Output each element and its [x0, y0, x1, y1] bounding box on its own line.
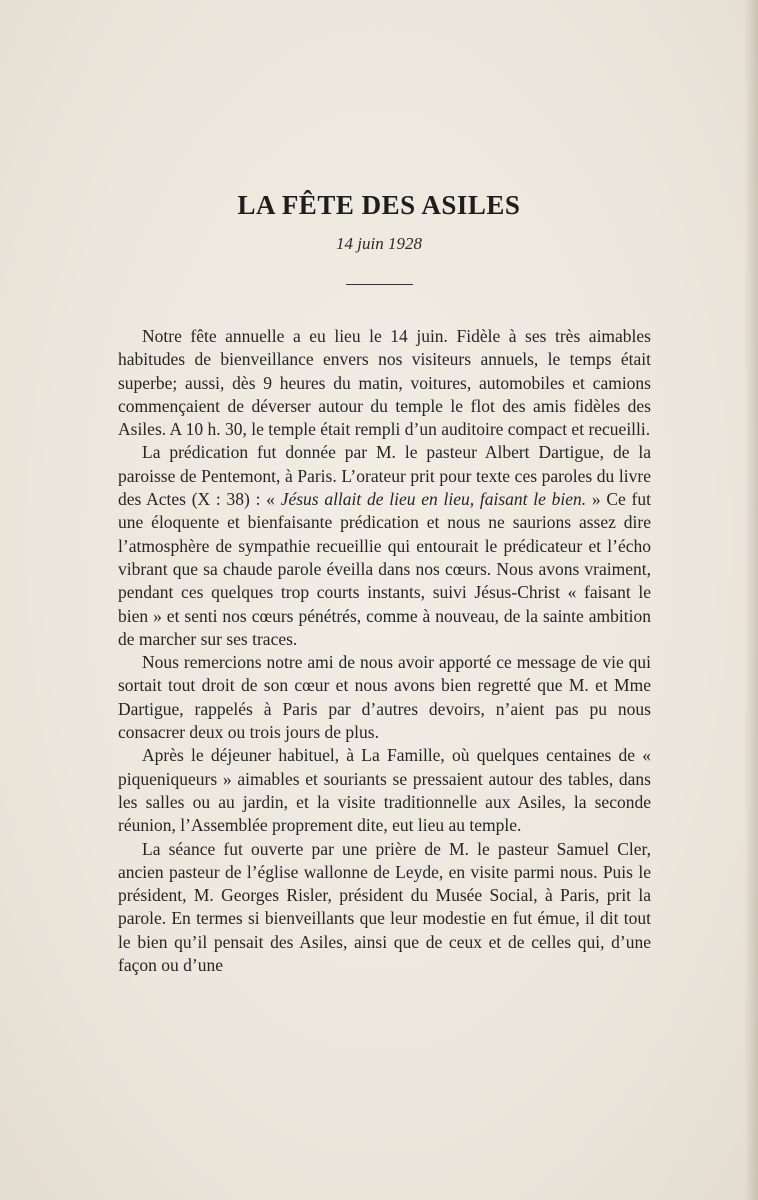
paragraph-text: La prédication fut donnée par M. le pasteur Albert Dartigue, de la paroisse de Pentemont, à Paris. L’orateur prit pour texte ces paroles du livre des Actes (X : 38) : « — [118, 442, 651, 510]
paragraph-text: Notre fête annuelle a eu lieu le 14 juin. Fidèle à ses très aimables habitudes de bienveillance envers nos visiteurs annuels, le temps était superbe; aussi, dès 9 heures du matin, voitures, automobiles et camions commençaient de déverser autour du temple le flot des amis fidèles des Asiles. A 10 h. 30, le temple était rempli d’un auditoire compact et recueilli. — [118, 326, 651, 440]
page-edge-shadow — [744, 0, 758, 1200]
paragraph-text: La séance fut ouverte par une prière de M. le pasteur Samuel Cler, ancien pasteur de l’église wallonne de Leyde, en visite parmi nous. Puis le président, M. Georges Risler, président du Musée Social, à Paris, prit la parole. En termes si bienveillants que leur modestie en fut émue, il dit tout le bien qu’il pensait des Asiles, ainsi que de ceux et de celles qui, d’une façon ou d’une — [118, 838, 651, 976]
paragraph — [118, 838, 651, 978]
paragraph — [118, 325, 651, 441]
paragraph — [118, 441, 651, 651]
paragraph-text: Nous remercions notre ami de nous avoir apporté ce message de vie qui sortait tout droit de son cœur et nous avons bien regretté que M. et Mme Dartigue, rappelés à Paris par d’autres devoirs, n’aient pas pu nous consacrer deux ou trois jours de plus. — [118, 652, 651, 743]
page-title: LA FÊTE DES ASILES — [237, 190, 521, 220]
page-date: 14 juin 1928 — [336, 234, 422, 253]
paragraph-text: » Ce fut une éloquente et bienfaisante prédication et nous ne saurions assez dire l’atmosphère de sympathie recueillie qui entourait le prédicateur et l’écho vibrant que sa chaude parole éveilla dans nos cœurs. Nous avons vraiment, pendant ces quelques trop courts instants, suivi Jésus-Christ « faisant le bien » et senti nos cœurs pénétrés, comme à nouveau, de la sainte ambition de marcher sur ses traces. — [118, 489, 651, 649]
body-text — [118, 325, 651, 977]
quoted-scripture: Jésus allait de lieu en lieu, faisant le bien. — [280, 489, 587, 510]
paragraph — [118, 744, 651, 837]
paragraph-text: Après le déjeuner habituel, à La Famille, où quelques centaines de « piqueniqueurs » aimables et souriants se pressaient autour des tables, dans les salles ou au jardin, et la visite traditionnelle aux Asiles, la seconde réunion, l’Assemblée proprement dite, eut lieu au temple. — [118, 745, 651, 836]
title-divider — [346, 284, 413, 285]
paragraph — [118, 651, 651, 744]
